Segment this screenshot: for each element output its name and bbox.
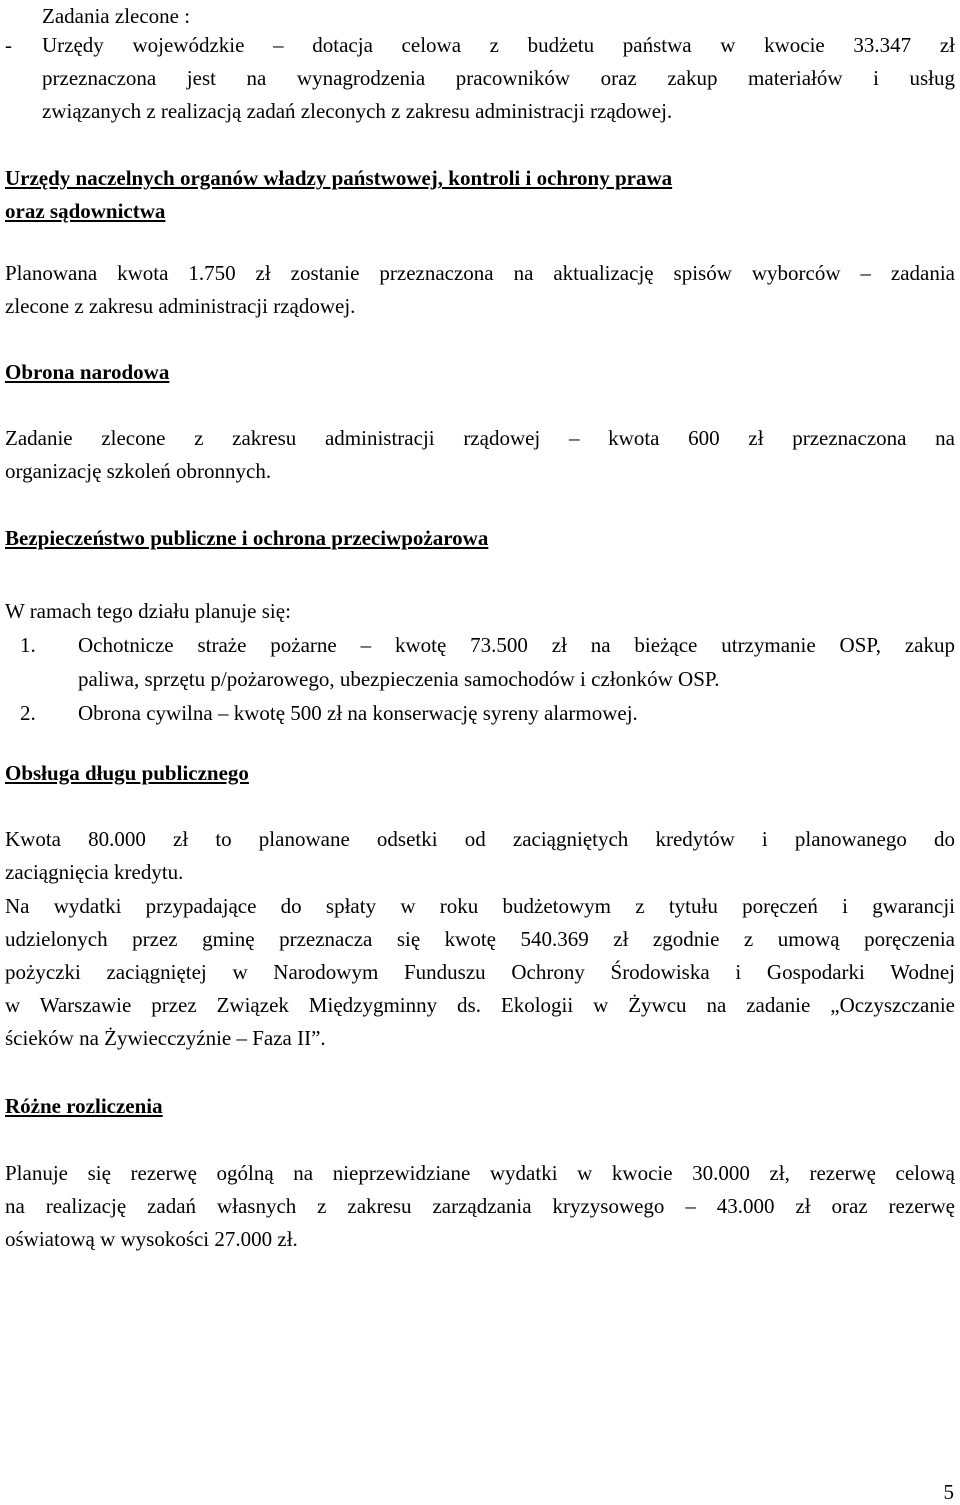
section-heading: Różne rozliczenia	[5, 1094, 163, 1118]
section-heading: Bezpieczeństwo publiczne i ochrona przeciwpożarowa	[5, 526, 489, 550]
paragraph-line: na realizację zadań własnych z zakresu zarządzania kryzysowego – 43.000 zł oraz rezerwę	[5, 1194, 955, 1218]
paragraph-line: w Warszawie przez Związek Międzygminny ds. Ekologii w Żywcu na zadanie „Oczyszczanie	[5, 993, 955, 1017]
section-heading: Obsługa długu publicznego	[5, 761, 249, 785]
intro-item-line: Urzędy wojewódzkie – dotacja celowa z budżetu państwa w kwocie 33.347 zł	[42, 33, 955, 57]
list-item-line: Ochotnicze straże pożarne – kwotę 73.500 zł na bieżące utrzymanie OSP, zakup	[78, 633, 955, 657]
section-heading: Obrona narodowa	[5, 360, 170, 384]
paragraph-line: W ramach tego działu planuje się:	[5, 599, 291, 623]
paragraph-line: Kwota 80.000 zł to planowane odsetki od zaciągniętych kredytów i planowanego do	[5, 827, 955, 851]
intro-item-line: związanych z realizacją zadań zleconych z zakresu administracji rządowej.	[42, 99, 673, 123]
paragraph-line: ścieków na Żywiecczyźnie – Faza II”.	[5, 1026, 326, 1050]
paragraph-line: udzielonych przez gminę przeznacza się kwotę 540.369 zł zgodnie z umową poręczenia	[5, 927, 955, 951]
list-dash-marker: -	[5, 33, 12, 57]
list-number: 2.	[20, 701, 36, 725]
paragraph-line: organizację szkoleń obronnych.	[5, 459, 272, 483]
paragraph-line: pożyczki zaciągniętej w Narodowym Funduszu Ochrony Środowiska i Gospodarki Wodnej	[5, 960, 955, 984]
paragraph-line: zaciągnięcia kredytu.	[5, 860, 184, 884]
paragraph-line: zlecone z zakresu administracji rządowej.	[5, 294, 356, 318]
paragraph-line: Planowana kwota 1.750 zł zostanie przeznaczona na aktualizację spisów wyborców – zadania	[5, 261, 955, 285]
intro-title: Zadania zlecone :	[42, 4, 191, 28]
list-item-line: Obrona cywilna – kwotę 500 zł na konserwację syreny alarmowej.	[78, 701, 638, 725]
paragraph-line: Na wydatki przypadające do spłaty w roku budżetowym z tytułu poręczeń i gwarancji	[5, 894, 955, 918]
page-number: 5	[943, 1480, 954, 1504]
paragraph-line: Zadanie zlecone z zakresu administracji rządowej – kwota 600 zł przeznaczona na	[5, 426, 955, 450]
paragraph-line: Planuje się rezerwę ogólną na nieprzewidziane wydatki w kwocie 30.000 zł, rezerwę celową	[5, 1161, 955, 1185]
section-heading: Urzędy naczelnych organów władzy państwowej, kontroli i ochrony prawa	[5, 166, 673, 190]
list-number: 1.	[20, 633, 36, 657]
list-item-line: paliwa, sprzętu p/pożarowego, ubezpieczenia samochodów i członków OSP.	[78, 667, 720, 691]
intro-item-line: przeznaczona jest na wynagrodzenia pracowników oraz zakup materiałów i usług	[42, 66, 955, 90]
paragraph-line: oświatową w wysokości 27.000 zł.	[5, 1227, 298, 1251]
section-heading: oraz sądownictwa	[5, 199, 166, 223]
